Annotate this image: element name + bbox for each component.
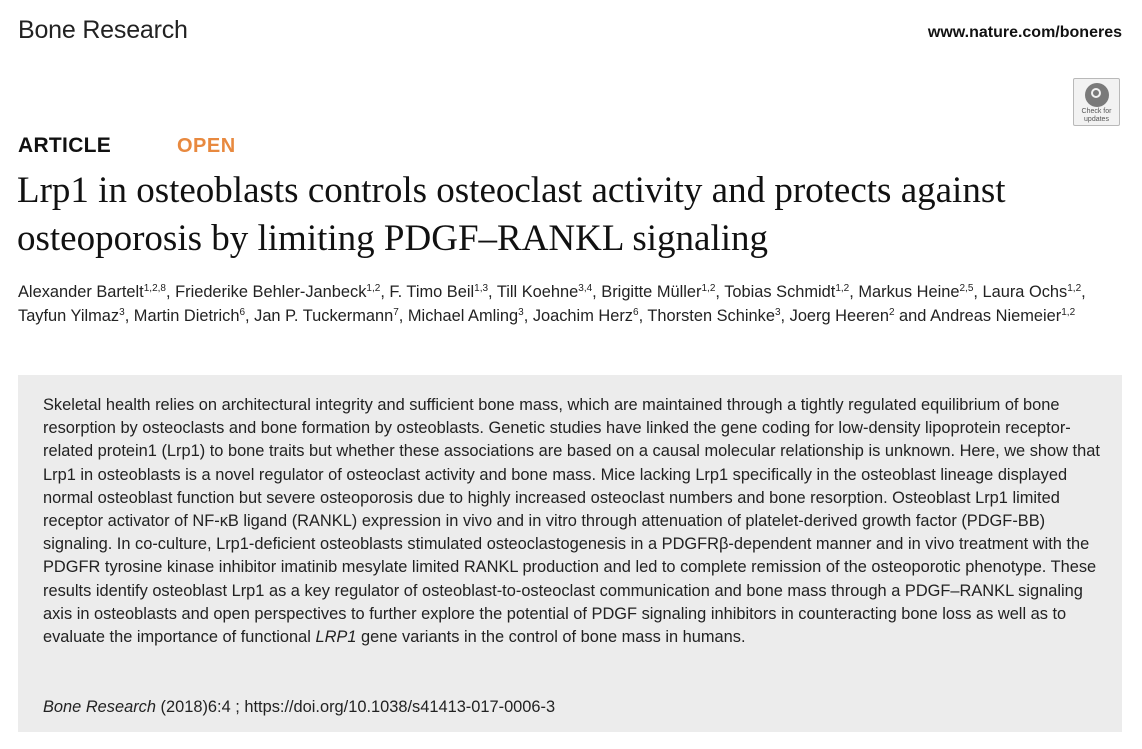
author-name: Laura Ochs — [982, 283, 1068, 301]
author-name: Markus Heine — [858, 283, 960, 301]
author-affiliation: 3 — [774, 307, 781, 318]
check-for-updates-badge[interactable] — [1073, 78, 1120, 126]
open-access-label: OPEN — [177, 135, 236, 157]
author-affiliation: 1,2 — [835, 283, 850, 294]
gene-name-italic: LRP1 — [315, 628, 357, 647]
author-name: Tobias Schmidt — [724, 283, 836, 301]
author-affiliation: 3,4 — [578, 283, 593, 294]
article-title: Lrp1 in osteoblasts controls osteoclast activity and protects against osteoporosis by limiting PDGF–RANKL signaling — [17, 170, 1006, 259]
author-affiliation: 1,2 — [701, 283, 716, 294]
author-name: Friederike Behler-Janbeck — [175, 283, 367, 301]
article-type-label: ARTICLE — [18, 134, 112, 157]
abstract-ending: gene variants in the control of bone mass in humans. — [356, 628, 746, 647]
check-for-updates-icon — [1085, 83, 1109, 107]
author-name: Brigitte Müller — [601, 283, 702, 301]
abstract-text — [43, 394, 1100, 649]
author-affiliation: 3 — [119, 307, 125, 318]
author-affiliation: 3 — [518, 307, 524, 318]
check-for-updates-label-1: Check for — [1081, 108, 1112, 115]
author-affiliation: 1,3 — [474, 283, 489, 294]
author-name: Tayfun Yilmaz — [18, 307, 120, 325]
author-affiliation: 6 — [633, 307, 639, 318]
citation-journal: Bone Research — [43, 698, 156, 716]
author-name: Martin Dietrich — [133, 307, 240, 325]
journal-url-link[interactable]: www.nature.com/boneres — [927, 24, 1122, 41]
author-affiliation: 2 — [888, 307, 895, 318]
author-name: Andreas Niemeier — [930, 307, 1062, 325]
author-name: Alexander Bartelt — [18, 283, 144, 301]
author-name: Joachim Herz — [532, 307, 634, 325]
abstract-body: Skeletal health relies on architectural integrity and sufficient bone mass, which are maintained through a tightly regulated equilibrium of bone resorption by osteoclasts and bone formation by osteoblasts. Genetic studies have linked the gene coding for low-density lipoprotein receptor-related protein1 (Lrp1) to bone traits but whether these associations are based on a causal molecular relationship is unknown. Here, we show that Lrp1 in osteoblasts is a novel regulator of osteoclast activity and bone mass. Mice lacking Lrp1 specifically in the osteoblast lineage displayed normal osteoblast function but severe osteoporosis due to highly increased osteoclast numbers and bone resorption. Osteoblast Lrp1 limited receptor activator of NF-κB ligand (RANKL) expression in vivo and in vitro through attenuation of platelet-derived growth factor (PDGF-BB) signaling. In co-culture, Lrp1-deficient osteoblasts stimulated osteoclastogenesis in a PDGFRβ-dependent manner and in vivo treatment with the PDGFR tyrosine kinase inhibitor imatinib mesylate limited RANKL production and led to complete remission of the osteoporotic phenotype. These results identify osteoblast Lrp1 as a key regulator of osteoblast-to-osteoclast communication and bone mass through a PDGF–RANKL signaling axis in osteoblasts and open perspectives to further explore the potential of PDGF signaling inhibitors in counteracting bone loss as well as to evaluate the importance of functional — [43, 396, 1100, 647]
check-for-updates-label-2: updates — [1084, 115, 1109, 123]
author-list: Alexander Bartelt$^{1,2,8}$, Friederike Behler-Janbeck$^{1,2}$, F. Timo Beil$^{1,3}$, Till Koehne$^{3,4}$, Brigitte Müller$^{1,2}$, Tobias Schmidt$^{1,2}$, Markus Heine$^{2,5}$, Laura Ochs$^{1,2}$, Tayfun Yilmaz$^3$, Martin Dietrich$^6$, Jan P. Tuckermann$^7$, Michael Amling$^3$, Joachim Herz$^6$, Thorsten Schinke$^3$, Joerg Heeren$^2$ and Andreas Niemeier$^{1,2}$ — [18, 283, 1086, 325]
author-affiliation: 1,2 — [1067, 283, 1082, 294]
author-affiliation: 6 — [239, 307, 246, 318]
author-name: Joerg Heeren — [789, 307, 889, 325]
author-name: Michael Amling — [407, 307, 519, 325]
journal-name: Bone Research — [18, 16, 188, 44]
author-affiliation: 1,2 — [366, 283, 381, 294]
citation-line — [43, 698, 555, 717]
author-name: F. Timo Beil — [389, 283, 475, 301]
author-name: Till Koehne — [496, 283, 579, 301]
author-name: Thorsten Schinke — [647, 307, 775, 325]
author-affiliation: 2,5 — [959, 283, 974, 294]
author-affiliation: 1,2 — [1061, 307, 1076, 318]
citation-doi[interactable]: (2018)6:4 ; https://doi.org/10.1038/s41413-017-0006-3 — [155, 698, 556, 716]
abstract-box — [18, 375, 1122, 732]
author-affiliation: 7 — [393, 307, 399, 318]
author-name: Jan P. Tuckermann — [254, 307, 394, 325]
author-affiliation: 1,2,8 — [143, 283, 166, 294]
